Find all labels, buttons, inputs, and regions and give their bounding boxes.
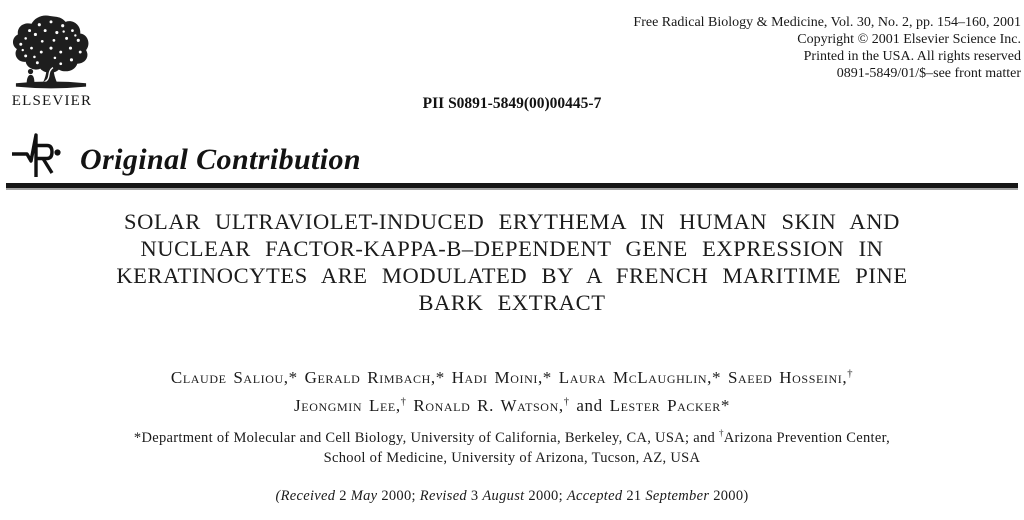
journal-ekg-r-logo-icon <box>12 130 62 182</box>
citation-line: Free Radical Biology & Medicine, Vol. 30, No. 2, pp. 154–160, 2001 <box>633 15 1021 30</box>
title-line: NUCLEAR FACTOR-KAPPA-B–DEPENDENT GENE EXPRESSION IN <box>140 236 884 261</box>
affiliation-block <box>0 429 1024 468</box>
title-line: KERATINOCYTES ARE MODULATED BY A FRENCH MARITIME PINE <box>116 263 908 288</box>
citation-line: 0891-5849/01/$–see front matter <box>836 66 1021 81</box>
citation-line: Printed in the USA. All rights reserved <box>803 49 1021 64</box>
article-title <box>0 208 1024 316</box>
section-title: Original Contribution <box>80 143 362 176</box>
title-line: SOLAR ULTRAVIOLET-INDUCED ERYTHEMA IN HUMAN SKIN AND <box>124 209 900 234</box>
publisher-name: ELSEVIER <box>11 93 93 109</box>
affiliation-line: School of Medicine, University of Arizona, Tucson, AZ, USA <box>323 449 701 466</box>
authors-line: Claude Saliou,* Gerald Rimbach,* Hadi Moini,* Laura McLaughlin,* Saeed Hosseini,† <box>170 368 854 387</box>
authors-line: Jeongmin Lee,† Ronald R. Watson,† and Lester Packer* <box>294 396 730 415</box>
journal-citation-block <box>633 14 1021 82</box>
title-line: BARK EXTRACT <box>418 290 606 315</box>
authors-block <box>0 364 1024 420</box>
divider-rule <box>6 183 1018 190</box>
affiliation-line: *Department of Molecular and Cell Biology, University of California, Berkeley, CA, USA; and †Arizona Prevention Center, <box>133 428 891 446</box>
pii-identifier: PII S0891-5849(00)00445-7 <box>422 95 602 112</box>
received-revised-accepted-line: (Received 2 May 2000; Revised 3 August 2000; Accepted 21 September 2000) <box>275 488 749 504</box>
elsevier-tree-logo-icon <box>10 15 92 91</box>
citation-line: Copyright © 2001 Elsevier Science Inc. <box>797 32 1021 47</box>
